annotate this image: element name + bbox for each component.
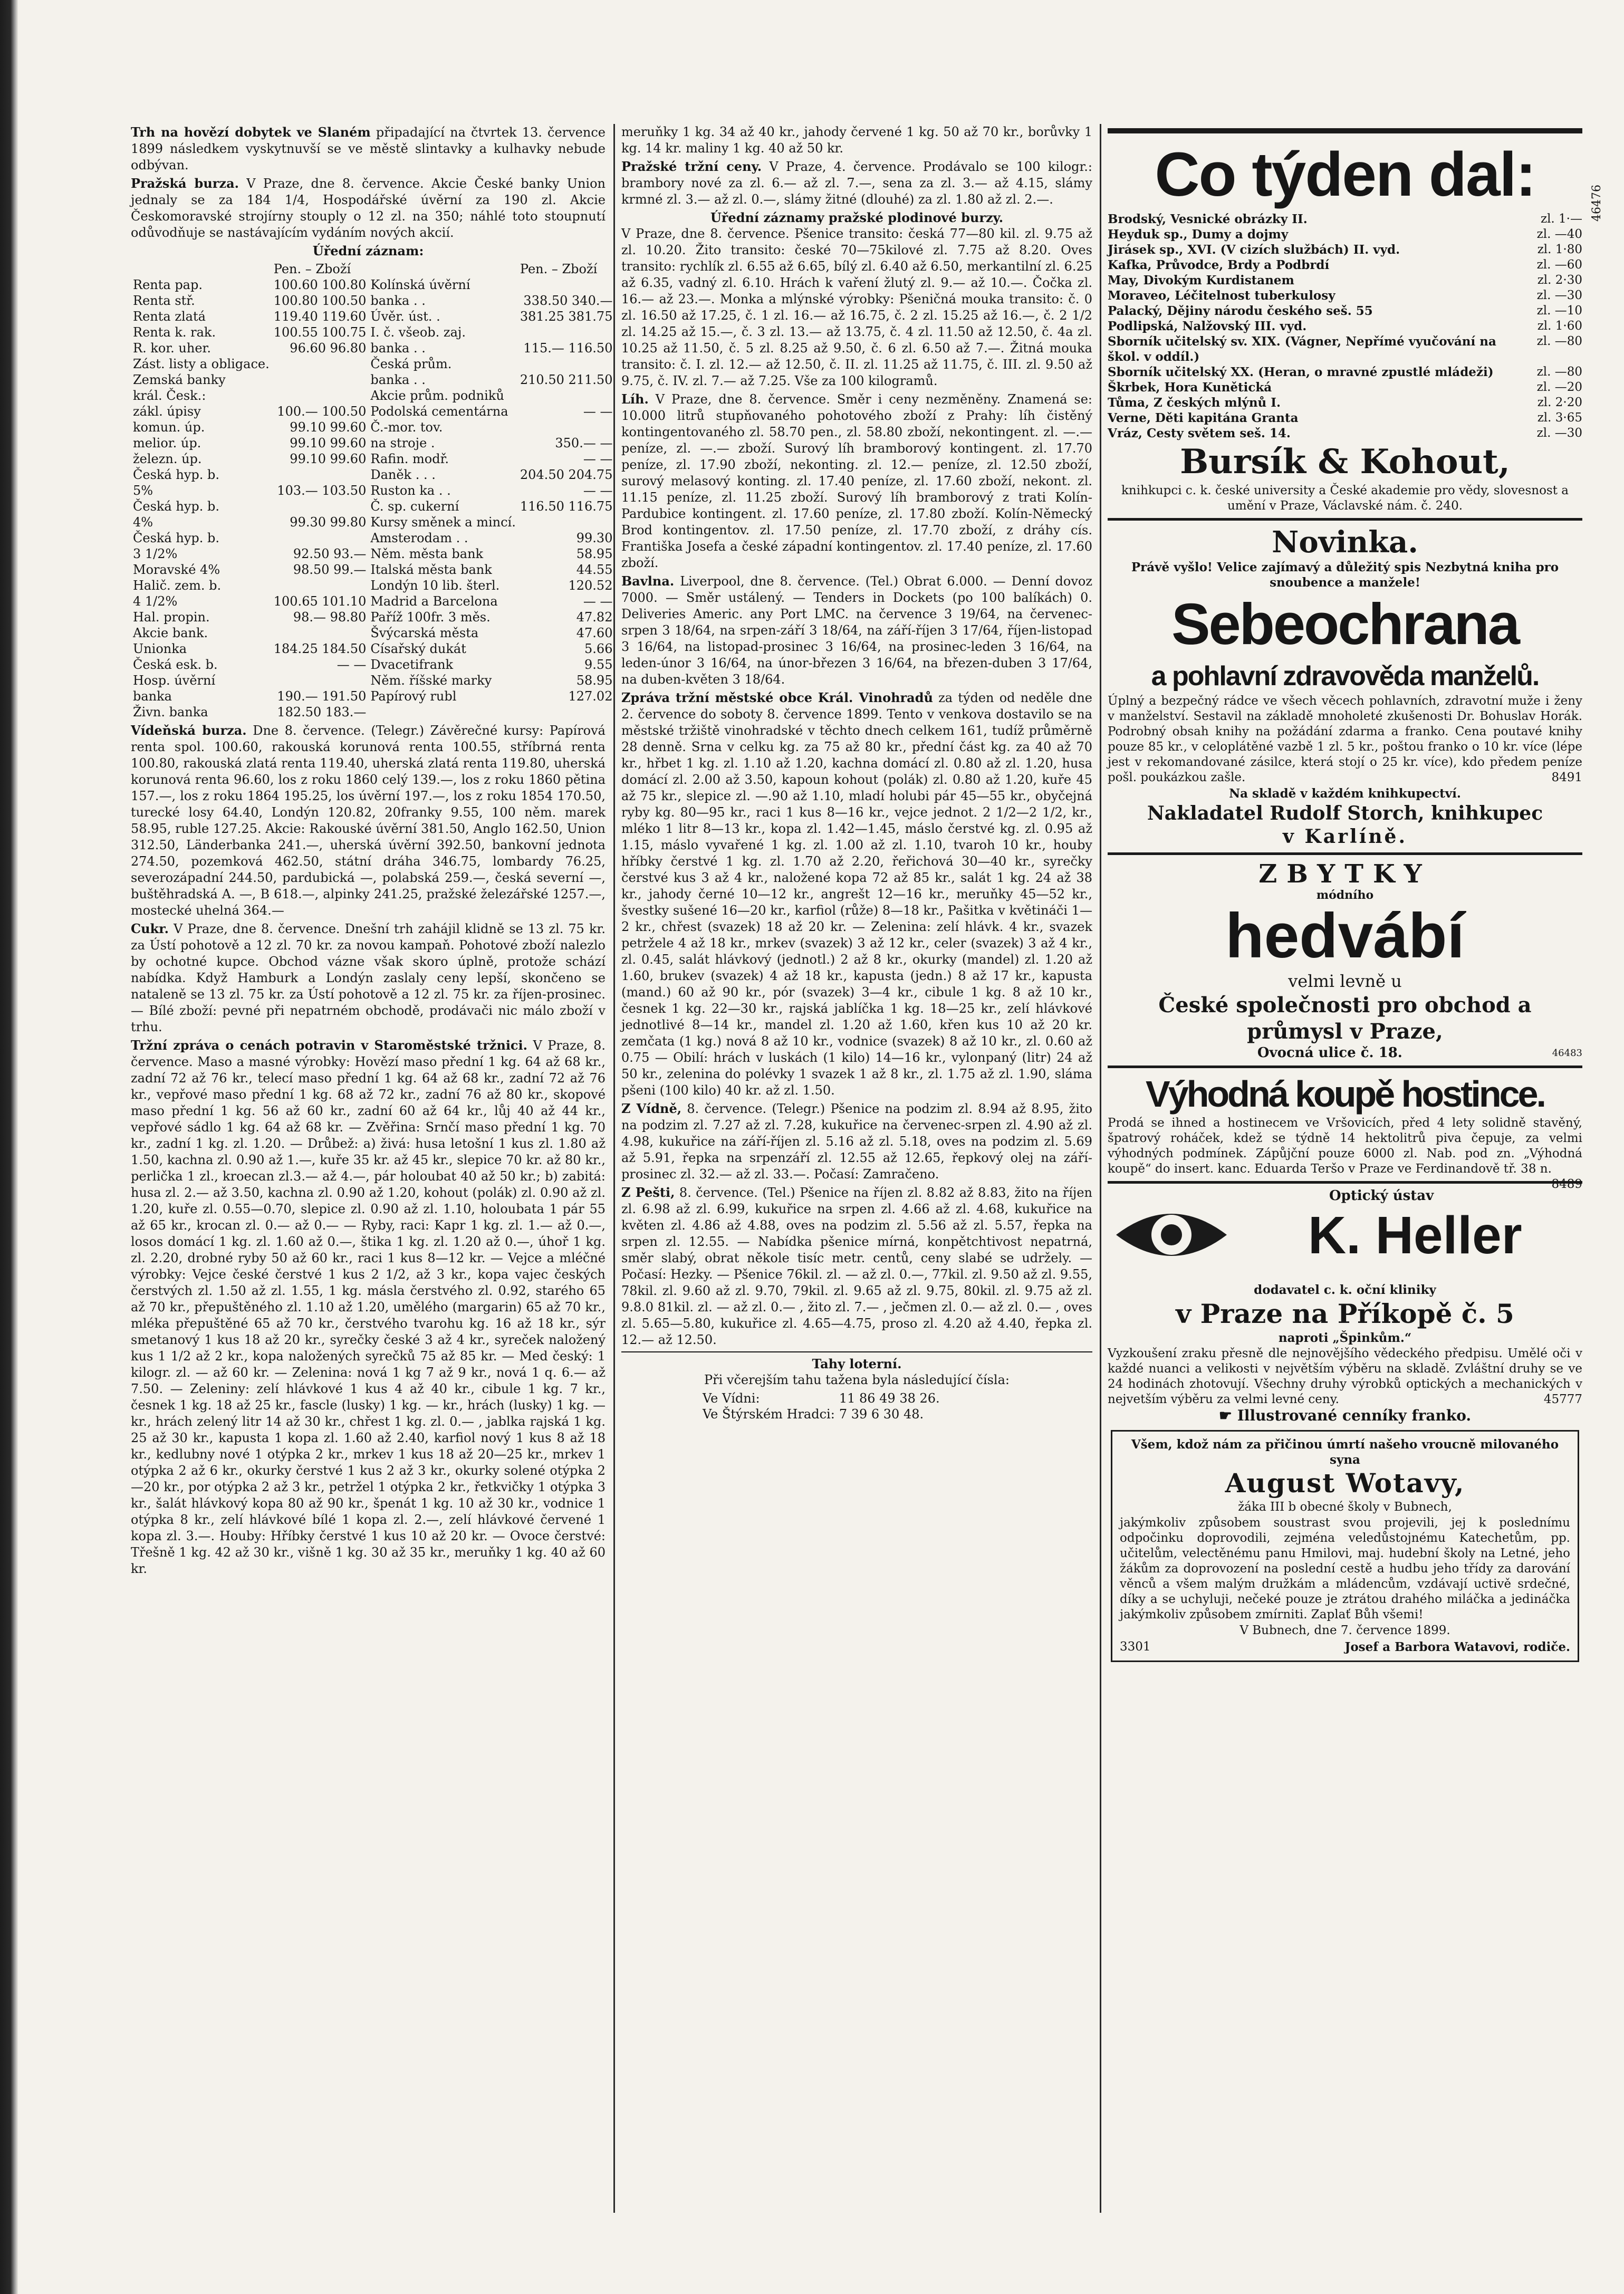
exchange-table [131,261,614,720]
prague-exchange-title: Pražská burza. [131,176,239,191]
exchange-cell: 99.10 99.60 [290,420,367,435]
market-report-text: V Praze, 8. července. Maso a masné výrobky: Hovězí maso přední 1 kg. 64 až 68 kr., zadní 72 až 76 kr., telecí maso přední 1 kg. 64 až 68 kr., zadní 72 až 76 kr., vepřové maso přední 1 kg. 68 až 72 kr., zadní 76 až 80 kr., skopové maso přední 1 kg. 56 až 60 kr., zadní 60 až 64 kr., lůj 40 až 44 kr., vepřové sádlo 1 kg. 64 až 68 kr. — Zvěřina: Srnčí maso přední 1 kg. 70 kr., zadní 1 kg. zl. 1.20. — Drůbež: a) živá: husa letošní 1 kus zl. 1.80 až 1.50, kachna zl. 0.90 až 1.—, kuře 35 kr. až 45 kr., slepice 70 kr. až 80 kr., perlička 1 zl., kroecan zl.3.— až 4.—, pár holoubat 40 až 50 kr.; b) zabitá: husa zl. 2.— až 3.50, kachna zl. 0.90 až 1.20, kohout (polák) zl. 0.90 až zl. 1.20, kuře zl. 0.55—0.70, slepice zl. 0.90 až zl. 1.10, holoubata 1 pár 55 až 65 kr., krocan zl. 0.— až 0.— — Ryby, raci: Kapr 1 kg. zl. 1.— až 0.—, losos domácí 1 kg. zl. 1.60 až 0.—, štika 1 kg. zl. 1.20 až 0.—, úhoř 1 kg. zl. 2.20, drobné ryby 50 až 60 kr., raci 1 kus 8—12 kr. — Vejce a mléčné výrobky: Vejce české čerstvé 1 kus 2 1/2, až 3 kr., kopa vajec českých čerstvých zl. 1.50 až zl. 1.55, 1 kg. másla čerstvého zl. 0.92, starého 65 až 70 kr., přepuštěného zl. 1.10 až 1.20, umělého (margarin) 65 až 70 kr., mléka přepuštěné 65 až 70 kr., čerstvého tvarohu kg. 16 až 18 kr., sýr smetanový 1 kus 18 až 20 kr., syrečky české 3 až 4 kr., syreček naložený kus 1 1/2 až 2 kr., kopa naložených syrečků 75 až 85 kr. — Med český: 1 kilogr. zl. — až 60 kr. — Zelenina: nová 1 kg 7 až 9 kr., nová 1 q. 6.— až 7.50. — Zeleniny: zelí hlávkové 1 kus 4 až 40 kr., cibule 1 kg. 7 kr., česnek 1 kg. 18 až 25 kr., fascle (lusky) 1 kg. — kr., hrách (lusky) 1 kg. — kr., hrách zelený litr 14 až 30 kr., chřest 1 kg. zl. 0.— , jablka rajská 1 kg. 25 až 30 kr., kapusta 1 kopa zl. 1.60 až 2.40, karfiol nový 1 kus 8 až 18 kr., kedlubny nové 1 otýpka 2 kr., mrkev 1 kus 18 až 20—25 kr., mrkev 1 otýpka 2 až 6 kr., okurky čerstvé 1 kus 2 až 3 kr., okurky solené otýpka 2—20 kr., por otýpka 2 až 3 kr., petržel 1 otýpka 2 kr., řetkvičky 1 otýpka 3 kr., šalát hlávkový kopa 80 až 90 kr., špenát 1 kg. 10 až 30 kr., vodnice 1 otýpka 8 kr., zelí hlávkové bílé 1 kopa zl. 2.—, zelí hlávkové červené 1 kopa zl. 3.—. Houby: Hříbky čerstvé 1 kus 10 až 20 kr. — Ovoce čerstvé: Třešně 1 kg. 42 až 30 kr., višně 1 kg. 30 až 35 kr., meruňky 1 kg. 40 až 60 kr. [131,1038,606,1576]
silk-ad-title: ZBYTKY [1258,859,1431,889]
book-list-price: zl. 2·30 [1537,273,1582,287]
ad-rule [1108,852,1582,855]
obituary-subtitle: žáka III b obecné školy v Bubnech, [1238,1500,1452,1514]
ad-rule [1108,1066,1582,1068]
exchange-cell: Renta pap. [133,277,203,292]
exchange-cell: Dvacetifrank [370,657,454,672]
book-list-title: Škrbek, Hora Kunětická [1108,380,1272,395]
exchange-table-head [131,261,614,277]
exchange-cell: Něm. říšské marky [370,673,492,688]
ad-rule [1108,1181,1582,1184]
exchange-cell: banka . . [370,372,426,387]
novinka-subtitle: Právě vyšlo! Velice zajímavý a důležitý spis Nezbytná kniha pro snoubence a manžele! [1131,560,1559,590]
exchange-cell: 338.50 340.— [523,293,613,308]
exchange-cell: 99.10 99.60 [290,436,367,450]
lottery-numbers: 11 86 49 38 26. [839,1391,940,1406]
vienna-grain-text: 8. července. (Telegr.) Pšenice na podzim zl. 8.94 až 8.95, žito na podzim zl. 7.27 až zl. 7.28, kukuřice na červenec-srpen zl. 4.90 až zl. 4.98, kukuřice na září-říjen zl. 5.16 až zl. 5.18, oves na podzim zl. 5.69 až 5.91, řepka na srpenzáří zl. 12.55 až 12.65, řepkový olej na září-prosinec zl. 32.— až zl. 33.—. Počasí: Zamračeno. [621,1101,1093,1182]
binding-edge [0,0,18,2294]
exchange-cell: 182.50 183.— [277,705,367,719]
book-list-price: zl. —30 [1536,426,1582,440]
exchange-row [131,467,614,483]
exchange-cell: Č. sp. cukerní [370,499,459,514]
exchange-cell: Halič. zem. b. [133,578,222,593]
exchange-cell [518,419,615,435]
exchange-cell: 204.50 204.75 [520,467,613,482]
exchange-cell: Císařský dukát [370,641,466,656]
spirits-title: Líh. [621,391,649,407]
section-divider [621,1351,1092,1352]
vinohrady-report-text: za týden od neděle dne 2. července do soboty 8. července 1899. Tento v venkova dostavilo se na městské tržiště vinohradské v těchto dnech celkem 161, tudíž průměrně 28 denně. Srna v celku kg. za 75 až 80 kr., přední část kg. za 40 až 70 kr., hřbet 1 kg. zl. 1.10 až 1.20, kachna domácí zl. 0.80 až zl. 1.20, husa domácí zl. 2.00 až 3.50, kapoun kohout (polák) zl. 0.80 až 1.20, kuře 45 až 75 kr., slepice zl. —.90 až 1.10, mladí holubi pár 45—55 kr., obyčejná ryby kg. 80—95 kr., raci 1 kus 8—16 kr., vejce jednot. 2 1/2—2 1/2, kr., mléko 1 litr 8—13 kr., kopa zl. 1.42—1.45, máslo čerstvé kg. zl. 0.95 až 1.15, máslo vyvařené 1 kg. zl. 1.00 až zl. 1.10, tvaroh 10 kr., houby hříbky čerstvé 1 kg. zl. 1.70 až 2.20, řeřichová 30—40 kr., syrečky čerstvé kus 3 až 4 kr., naložené kopa 72 až 85 kr., salát 1 kg. 24 až 38 kr., jahody černé 10—12 kr., angrešt 12—16 kr., meruňky 45—52 kr., švestky sušené 16—20 kr., karfiol (růže) 8—18 kr., Pašitka v květináči 1—2 kr., chřest (svazek) 18 až 20 kr. — Zelenina: zelí hlávk. 4 kr., svazek petržele 4 až 18 kr., mrkev (svazek) 3 až 12 kr., celer (svazek) 3 až 4 kr., zl. 0.45, salát hlávkový (jednotl.) 2 až 8 kr., okurky (mandel) zl. 1.20 až 1.60, brukev (svazek) 4 až 18 kr., kapusta (jedn.) 8 až 17 kr., kapusta (mand.) 60 až 90 kr., pór (svazek) 3—4 kr., cibule 1 kg. 8 až 10 kr., česnek 1 kg. 22—30 kr., rajská jablíčka 1 kg. 18—25 kr., zelí hlávkové jednotlivé 8—14 kr., mandel zl. 1.20 až 1.60, křen kus 10 až 20 kr. zemčata (1 kg.) nová 8 až 10 kr., vodnice (svazek) 8 až 10 kr., zl. 0.60 až 0.75 — Obilí: hrách v luskách (1 kilo) 14—16 kr., vylonpaný (litr) 24 až 50 kr., zelenina do polévky 1 svazek 1 až 8 kr., zl. 1.75 až zl. 1.90, sláma pšeni (100 kilo) 40 kr. až zl. 1.50. [621,690,1092,1098]
optician-ad [1108,1188,1582,1282]
exchange-cell: Česká esk. b. [133,657,218,672]
lottery-row [700,1390,942,1406]
vienna-exchange-title: Vídeňská burza. [131,723,247,738]
prague-market-prices-title: Pražské tržní ceny. [621,159,762,174]
exchange-row [131,435,614,451]
exchange-cell: 4% [133,515,153,530]
exchange-row [131,609,614,625]
lottery-text: Při včerejším tahu tažena byla následující čísla: [704,1372,1010,1387]
exchange-row [131,483,614,498]
exchange-cell [368,704,518,720]
exchange-row [131,530,614,546]
ads-column [1108,124,1582,2213]
book-list-item [1108,242,1582,257]
weekly-books-headline: Co týden dal: [1155,140,1535,209]
exchange-cell [518,356,615,372]
obituary-intro: Všem, kdož nám za přičinou úmrtí našeho vroucně milovaného syna [1131,1437,1559,1467]
exchange-cell [272,578,369,593]
book-list-price: zl. —20 [1536,380,1582,394]
exchange-cell: železn. úp. [133,452,202,466]
exchange-cell: 103.— 103.50 [277,483,367,498]
market-report-title: Tržní zpráva o cenách potravin v Staroměstské tržnici. [131,1038,528,1053]
book-list-price: zl. —80 [1536,365,1582,379]
publisher-name: Bursík & Kohout, [1180,442,1510,482]
exchange-cell: Zást. listy a obligace. [133,357,270,371]
exchange-cell: Akcie prům. podniků [370,388,504,403]
exchange-cell: R. kor. uher. [133,341,211,356]
obituary-signature-row [1120,1639,1570,1655]
cattle-market-text: připadající na čtvrtek 13. července 1899 následkem vyskytnuvší se ve městě slintavky a kulhavky nebude odbývan. [131,125,606,172]
book-list-price: zl. —30 [1536,289,1582,302]
book-list-title: Verne, Děti kapitána Granta [1108,411,1299,425]
book-list-title: Sborník učitelský sv. XIX. (Vágner, Nepřímé vyučování na škol. v oddíl.) [1108,334,1496,364]
cattle-market-title: Trh na hovězí dobytek ve Slaném [131,124,371,140]
obituary-number: 3301 [1120,1640,1151,1654]
book-list-title: May, Divokým Kurdistanem [1108,273,1294,287]
exchange-head-cell: Pen. – Zboží [273,262,351,276]
book-list-title: Vráz, Cesty světem seš. 14. [1108,426,1291,440]
book-list-item [1108,319,1582,334]
exchange-cell: 5% [133,483,153,498]
obituary-text: jakýmkoliv způsobem soustrast svou projevili, jej k poslednímu odpočinku doprovodili, zejména veledůstojnému Katechetům, pp. učitelům, velectěnému panu Hmilovi, maj. hudební školy na Letné, jeho žákům za doprovození na poslední cestě a hudbu jeho třídy za darování věnců a všem malým družkám a mládencům, vzdávají uctivě srdečné, díky a se uchyluji, nečeké pouze je ztrátou drahého miláčka a jedináčka jakýmkoliv způsobem zmírniti. Zaplať Bůh všemi! [1120,1516,1570,1621]
eye-icon [1111,1195,1232,1274]
book-list-title: Brodský, Vesnické obrázky II. [1108,212,1308,226]
lottery-table [700,1390,942,1422]
exchange-cell: 98.50 99.— [293,562,367,577]
exchange-cell: Úvěr. úst. . [370,309,440,324]
obituary-thanks-ad [1111,1430,1579,1662]
silk-ad-word: hedvábí [1225,900,1465,971]
optician-body [1108,1346,1582,1407]
book-list-title: Moraveo, Léčitelnost tuberkulosy [1108,289,1335,303]
exchange-cell [272,625,369,641]
book-list-price: zl. —40 [1536,227,1582,241]
exchange-row [131,578,614,593]
exchange-cell: Unionka [133,641,187,656]
exchange-cell [518,277,615,293]
exchange-cell: Zemská banky [133,372,226,387]
exchange-cell: Amsterodam . . [370,531,468,545]
silk-ad-address-row [1108,1045,1582,1061]
book-depot: Na skladě v každém knihkupectví. [1229,786,1461,801]
exchange-cell: Něm. města bank [370,546,484,561]
ad-rule [1108,518,1582,521]
book-list [1108,212,1582,441]
exchange-cell: Živn. banka [133,705,208,719]
exchange-row [131,388,614,404]
exchange-cell: Kolínská úvěrní [370,277,470,292]
prague-market-prices-text: V Praze, 4. července. Prodávalo se 100 kilogr.: brambory nové za zl. 6.— až zl. 7.—, sena za zl. 3.— až 4.15, slámy krmné zl. 3.— až zl. 0.—, slámy žitné (dlouhé) za zl. 1.80 až zl. 2.—. [621,159,1093,207]
exchange-row [131,451,614,467]
exchange-cell: 184.25 184.50 [273,641,367,656]
exchange-row [131,293,614,309]
middle-column [621,124,1092,2213]
book-list-title: Tůma, Z českých mlýnů I. [1108,396,1281,410]
exchange-cell: 98.— 98.80 [293,610,367,625]
exchange-cell: 92.50 93.— [293,546,367,561]
silk-ad-number: 46483 [1552,1048,1582,1059]
exchange-cell: Česká hyp. b. [133,467,219,482]
optician-address: v Praze na Příkopě č. 5 [1176,1298,1514,1329]
cotton-text: Liverpool, dne 8. července. (Tel.) Obrat 6.000. — Denní dovoz 7000. — Směr ustálený. — Tenders in Dockets (po 100 balíkách) 0. Deliveries Americ. any Port LMC. na července 3 19/64, na červenec-srpen 3 18/64, na srpen-září 3 18/64, na září-říjen 3 17/64, říjen-listopad 3 16/64, na listopad-prosinec 3 16/64, na prosinec-leden 3 16/64, na leden-únor 3 16/64, na únor-březen 3 16/64, na březen-duben 3 17/64, na duben-květen 3 18/64. [621,574,1092,687]
exchange-cell: Ruston ka . . [370,483,451,498]
exchange-cell: 120.52 [568,578,613,593]
book-list-item [1108,303,1582,319]
book-list-title: Jirásek sp., XVI. (V cizích službách) II. vyd. [1108,243,1400,257]
obituary-name: August Wotavy, [1225,1467,1465,1499]
lottery-row [700,1406,942,1422]
sugar-text: V Praze, dne 8. července. Dnešní trh zahájil klidně se 13 zl. 75 kr. za Ústí pohotově a 12 zl. 70 kr. za novou kampaň. Pohotové zboží nalezlo by ochotné kupce. Obchod vázne však skoro úplně, protože schází nabídka. Když Hamburk a Londýn zaslaly ceny lepší, skončeno se nataleně se 13 zl. 75 kr. za Ústí pohotově a 12 zl. 75 kr. za říjen-prosinec. — Bílé zboží: pevné při nepatrném obchodě, prodávači nic málo zboží v trhu. [131,922,606,1034]
vienna-grain-title: Z Vídně, [621,1101,682,1116]
exchange-cell: I. č. všeob. zaj. [370,325,466,340]
book-ad-number: 8491 [1551,771,1582,784]
exchange-cell [272,498,369,514]
exchange-cell: král. Česk.: [133,388,206,403]
optician-name: K. Heller [1308,1206,1522,1265]
exchange-cell: Italská města bank [370,562,492,577]
exchange-cell [518,514,615,530]
exchange-row [131,404,614,419]
exchange-cell: 99.30 [576,531,613,545]
book-list-title: Heyduk sp., Dumy a dojmy [1108,227,1289,242]
optician-number: 45777 [1543,1393,1582,1406]
book-list-price: zl. 1·— [1540,212,1582,226]
exchange-row [131,562,614,578]
exchange-cell [272,467,369,483]
exchange-row [131,657,614,673]
exchange-cell: Česká hyp. b. [133,531,219,545]
exchange-cell: 9.55 [584,657,613,672]
optician-footer: Illustrované cenníky franko. [1237,1407,1472,1424]
silk-ad-address: Ovocná ulice č. 18. [1257,1045,1402,1061]
exchange-cell: Madrid a Barcelona [370,594,498,609]
column-rule [1100,124,1101,2213]
exchange-cell: 100.— 100.50 [277,404,367,419]
optician-footer-row [1108,1407,1582,1424]
exchange-head-cell [368,261,518,277]
exchange-cell: — — [337,657,367,672]
book-list-price: zl. 3·65 [1537,411,1582,425]
exchange-cell [272,388,369,404]
exchange-cell: Č.-mor. tov. [370,420,443,435]
exchange-cell: 99.30 99.80 [290,515,367,530]
exchange-cell: Podolská cementárna [370,404,508,419]
inn-ad-body [1108,1116,1582,1191]
exchange-row [131,309,614,324]
exchange-cell: Moravské 4% [133,562,220,577]
vinohrady-report-title: Zpráva tržní městské obce Král. Vinohradů [621,690,933,705]
book-list-price: zl. —60 [1536,258,1582,272]
exchange-row [131,688,614,704]
exchange-cell: 381.25 381.75 [520,309,613,324]
exchange-cell: Renta k. rak. [133,325,216,340]
exchange-cell: Papírový rubl [370,689,457,704]
book-list-item [1108,426,1582,441]
book-list-item [1108,364,1582,380]
exchange-cell [272,673,369,688]
left-column [131,124,613,2213]
lottery-title: Tahy loterní. [812,1356,902,1371]
pest-grain-text: 8. července. (Tel.) Pšenice na říjen zl. 8.82 až 8.83, žito na říjen zl. 6.98 až zl. 6.99, kukuřice na srpen zl. 4.66 až zl. 4.68, kukuřice na květen zl. 4.86 až 4.88, oves na podzim zl. 5.56 až zl. 5.57, řepka na srpen zl. 12.55. — Nabídka pšenice mírná, konpětchtivost nepatrná, směr slabý, obrat někole tisíc metr. centů, ceny slabé se udržely. — Počasí: Hezky. — Pšenice 76kil. zl. — až zl. 0.—, 77kil. zl. 9.50 až zl. 9.55, 78kil. zl. 9.60 až zl. 9.70, 79kil. zl. 9.65 až zl. 9.75, 80kil. zl. 9.75 až zl. 9.8.0 81kil. zl. — až zl. 0.— , žito zl. 7.— , ječmen zl. 0.— až zl. 0.— , oves zl. 5.65—5.80, kukuřice zl. 4.65—4.75, proso zl. 4.20 až 4.40, řepka zl. 12.— až 12.50. [621,1185,1092,1347]
exchange-cell: 190.— 191.50 [277,689,367,704]
prague-exchange-text: V Praze, dne 8. července. Akcie České banky Union jednaly se za 184 1/4, Hospodářské úvěrní za 190 zl. Akcie Českomoravské strojírny stouply o 12 zl. na 350; náhlé toto stoupnutí odůvodňuje se nastávajícím vydáním nových akcií. [131,176,606,240]
book-list-item [1108,288,1582,303]
exchange-cell: Hal. propin. [133,610,210,625]
book-list-title: Podlipská, Nalžovský III. vyd. [1108,319,1307,333]
exchange-cell: Hosp. úvěrní [133,673,216,688]
publisher-city: v Karlíně. [1283,826,1407,848]
produce-exchange-text: V Praze, dne 8. července. Pšenice transito: česká 77—80 kil. zl. 9.75 až zl. 10.20. Žito transito: české 70—75kilové zl. 7.75 až 8.20. Oves transito: rychlík zl. 6.55 až 6.65, bílý zl. 6.40 až 6.50, merkantilní zl. 6.25 až 6.35, vadný zl. 6.10. Hrách k vaření žlutý zl. 9.— až 10.—. Čočka zl. 16.— až 23.—. Monka a mlýnské výrobky: Pšeničná mouka transito: č. 0 zl. 16.50 až 17.25, č. 1 zl. 16.— až 16.75, č. 2 zl. 15.25 až 16.—, č. 2 1/2 zl. 14.25 až 15.—, č. 3 zl. 13.— až 13.75, č. 4 zl. 11.50 až 12.50, č. 4a zl. 10.25 až 11.50, č. 5 zl. 8.25 až 9.50, č. 6 zl. 6.50 až 7.—. Žitná mouka transito: č. I. zl. 12.— až 12.50, č. II. zl. 11.25 až 11.75, č. III. zl. 9.50 až 9.75, č. IV. zl. 7.— až 7.25. Vše za 100 kilogramů. [621,226,1092,388]
exchange-row [131,356,614,372]
column-rule [613,124,615,2213]
exchange-cell: — — [583,483,613,498]
optician-address-note: naproti „Špinkům.“ [1278,1331,1412,1345]
silk-ad-company: České společnosti pro obchod a průmysl v Praze, [1158,993,1532,1044]
inn-ad-text: Prodá se ihned a hostinecem ve Vršovicích, před 4 lety solidně stavěný, špatrový roháček, kdež se týdně 14 hektolitrů piva čepuje, za velmi výhodných podmínek. Zápůjční pouze 6000 zl. Nab. pod zn. „Výhodná koupě“ do insert. kanc. Eduarda Teršo v Praze ve Ferdinandově tř. 38 n. [1108,1116,1582,1176]
exchange-cell: Londýn 10 lib. šterl. [370,578,500,593]
exchange-cell: melior. úp. [133,436,201,450]
exchange-cell: 4 1/2% [133,594,178,609]
book-list-item [1108,273,1582,288]
exchange-row [131,546,614,562]
book-text: Úplný a bezpečný rádce ve všech věcech pohlavních, zdravotní muže i ženy v manželství. Sestavil na základě mnoholeté zkušenosti Dr. Bohuslav Horák. Podrobný obsah knihy na požádání zdarma a franko. Cena poutavé knihy pouze 85 kr., v celoplátěné vazbě 1 zl. 5 kr., poštou franko o 10 kr. více (lépe jest v rekomandované zásilce, která stojí o 25 kr. více), kdo předem peníze pošl. poukázkou zašle. [1108,694,1582,784]
exchange-cell: — — [583,404,613,419]
exchange-cell [272,530,369,546]
exchange-cell: Renta stř. [133,293,195,308]
exchange-cell: 127.02 [568,689,613,704]
exchange-row [131,340,614,356]
book-list-item [1108,410,1582,426]
exchange-cell: 5.66 [584,641,613,656]
exchange-row [131,372,614,388]
exchange-cell: 350.— — [555,436,613,450]
exchange-row [131,625,614,641]
inn-ad-title: Výhodná koupě hostince. [1146,1073,1544,1115]
exchange-cell: 100.55 100.75 [273,325,367,340]
exchange-row [131,277,614,293]
lottery-city: Ve Vídni: [703,1391,760,1406]
book-list-price: zl. 2·20 [1537,396,1582,409]
exchange-cell: 100.60 100.80 [273,277,367,292]
book-list-item [1108,212,1582,227]
book-list-price: zl. 1·60 [1537,319,1582,333]
exchange-cell: 210.50 211.50 [520,372,613,387]
lottery-city: Ve Štýrském Hradci: [703,1407,835,1422]
exchange-row [131,514,614,530]
exchange-cell: 119.40 119.60 [273,309,367,324]
book-list-title: Sborník učitelský XX. (Heran, o mravné zpustlé mládeži) [1108,365,1494,379]
book-list-title: Palacký, Dějiny národu českého seš. 55 [1108,304,1373,318]
exchange-cell: Švýcarská města [370,626,479,640]
novinka-title: Novinka. [1272,525,1418,560]
exchange-cell: Česká hyp. b. [133,499,219,514]
publisher-line: Nakladatel Rudolf Storch, knihkupec [1147,802,1543,824]
book-list-item [1108,334,1582,364]
silk-ad-text: velmi levně u [1288,971,1402,991]
exchange-cell [518,388,615,404]
exchange-cell: banka . . [370,341,426,356]
exchange-cell: 115.— 116.50 [523,341,613,356]
cotton-title: Bavlna. [621,573,675,589]
book-list-item [1108,227,1582,242]
book-list-item [1108,380,1582,395]
exchange-cell: 96.60 96.80 [290,341,367,356]
book-list-item [1108,395,1582,410]
exchange-cell: Akcie bank. [133,626,208,640]
exchange-cell: 116.50 116.75 [520,499,613,514]
publisher-text: knihkupci c. k. české university a České akademie pro vědy, slovesnost a umění v Praze, Václavské nám. č. 240. [1121,484,1569,513]
exchange-cell: Česká prům. [370,357,452,371]
pest-grain-title: Z Pešti, [621,1185,675,1200]
exchange-cell: 58.95 [576,673,613,688]
spirits-text: V Praze, dne 8. července. Směr i ceny nezměněny. Znamená se: 10.000 litrů stupňovaného pohotového zboží z Prahy: líh čistěný kontingentovaného zl. 58.70 pen., zl. 58.80 zboží, nekontingent. zl. —.— peníze, zl. —.— zboží. Surový líh bramborový kontingent. zl. 17.70 peníze, zl. 17.90 zboží, nekonting. zl. 12.— peníze, zl. 12.50 zboží, surový melasový konting. zl. 17.40 peníze, zl. 17.60 zboží, nekont. zl. 11.15 peníze, zl. 11.25 zboží. Surový líh bramborový z trati Kolín-Pardubice kontingent. zl. 17.60 peníze, zl. 17.80 zboží. Kolín-Německý Brod kontingentov. zl. 17.50 peníze, zl. 17.70 zboží, z dráhy cís. Františka Josefa a české západní kontingentov. zl. 17.40 peníze, zl. 17.60 zboží. [621,392,1092,570]
exchange-cell: zákl. úpisy [133,404,201,419]
vienna-exchange-text: Dne 8. července. (Telegr.) Závěrečné kursy: Papírová renta spol. 100.60, rakouská korunová renta 100.55, stříbrná renta 100.80, rakouská zlatá renta 119.40, uherská zlatá renta 119.80, uherská korunová renta 96.60, los z roku 1860 celý 139.—, los z roku 1860 pětina 157.—, los z roku 1864 195.25, los úvěrní 197.—, los z roku 1854 170.50, turecké losy 64.40, Londýn 120.82, 20franky 9.55, 100 něm. marek 58.95, ruble 127.25. Akcie: Rakouské úvěrní 381.50, Anglo 162.50, Union 312.50, Länderbanka 241.—, uherská úvěrní 392.50, bankovní jednota 274.50, pozemková 462.50, státní dráha 346.75, lombardy 76.25, severozápadní 244.50, pardubická —, polabská 259.—, česká severní —, buštěhradská A. —, B 618.—, alpinky 241.25, pražské železářské 1257.—, mostecké uhelná 364.— [131,723,606,918]
exchange-cell: 3 1/2% [133,546,178,561]
exchange-cell: 100.65 101.10 [273,594,367,609]
exchange-row [131,641,614,657]
exchange-cell: 47.60 [576,626,613,640]
produce-exchange-title: Úřední záznamy pražské plodinové burzy. [710,210,1004,225]
inn-ad-number: 8489 [1551,1177,1582,1191]
exchange-cell: — — [583,594,613,609]
exchange-cell: Rafin. modř. [370,452,449,466]
exchange-cell: Kursy směnek a mincí. [370,515,516,530]
exchange-row [131,704,614,720]
optician-text: Vyzkoušení zraku přesně dle nejnovějšího vědeckého předpisu. Umělé oči v každé nuanci a velikosti v největším výběru na skladě. Zvláštní druhy se ve 24 hodinách zhotovují. Všechny druhy výrobků optických a mechanických v nejvetším výběru za velmi levné ceny. [1108,1347,1582,1406]
pointing-hand-icon: ☛ [1218,1407,1232,1424]
exchange-row [131,419,614,435]
fruit-prices-text: meruňky 1 kg. 34 až 40 kr., jahody červené 1 kg. 50 až 70 kr., borůvky 1 kg. 14 kr. maliny 1 kg. 40 až 50 kr. [621,124,1092,156]
book-list-title: Kafka, Průvodce, Brdy a Podbrdí [1108,258,1330,272]
exchange-cell: Renta zlatá [133,309,206,324]
book-description [1108,694,1582,785]
obituary-signers: Josef a Barbora Watavovi, rodiče. [1344,1640,1570,1654]
exchange-cell [272,372,369,388]
optician-label: Optický ústav [1329,1188,1434,1204]
ad-rule [1108,128,1582,133]
exchange-head-cell [131,261,272,277]
exchange-cell: banka . . [370,293,426,308]
book-subtitle: a pohlavní zdravověda manželů. [1151,661,1539,692]
exchange-cell [518,324,615,340]
exchange-cell: Daněk . . . [370,467,436,482]
exchange-cell: 99.10 99.60 [290,452,367,466]
sugar-title: Cukr. [131,921,169,936]
exchange-cell [518,704,615,720]
silk-ad-fashion: módního [1316,888,1374,902]
book-title: Sebeochrana [1171,592,1519,657]
exchange-row [131,324,614,340]
exchange-cell: 58.95 [576,546,613,561]
exchange-row [131,498,614,514]
exchange-cell: 47.82 [576,610,613,625]
book-list-price: zl. —80 [1536,334,1582,348]
exchange-cell: komun. úp. [133,420,205,435]
lottery-numbers: 7 39 6 30 48. [839,1407,924,1422]
book-list-price: zl. —10 [1536,304,1582,318]
obituary-place: V Bubnech, dne 7. července 1899. [1239,1624,1450,1637]
exchange-cell: — — [583,452,613,466]
exchange-cell: na stroje . [370,436,435,450]
optician-subtitle: dodavatel c. k. oční kliniky [1254,1283,1436,1297]
exchange-row [131,593,614,609]
exchange-row [131,673,614,688]
official-record-title: Úřední záznam: [312,243,424,258]
exchange-cell [272,356,369,372]
exchange-head-cell: Pen. – Zboží [520,262,598,276]
book-list-item [1108,257,1582,273]
side-number: 46476 [1590,185,1603,222]
exchange-cell: 100.80 100.50 [273,293,367,308]
exchange-cell: banka [133,689,172,704]
book-list-price: zl. 1·80 [1537,243,1582,256]
exchange-cell: 44.55 [576,562,613,577]
exchange-cell: Paříž 100fr. 3 měs. [370,610,491,625]
